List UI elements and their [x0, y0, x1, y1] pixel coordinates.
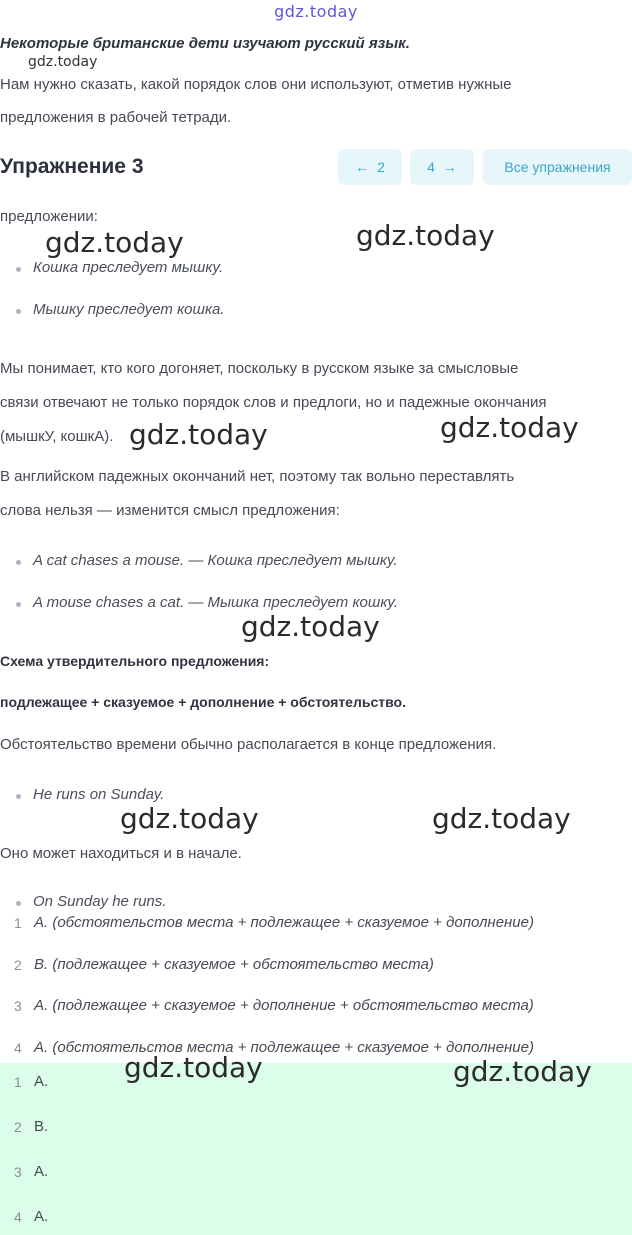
- bullet: [16, 560, 21, 565]
- next-exercise-button[interactable]: [410, 149, 474, 185]
- example-item: A mouse chases a cat. — Мышка преследует кошку.: [33, 594, 399, 611]
- paragraph-3-line-1: В английском падежных окончаний нет, поэтому так вольно переставлять: [0, 468, 515, 485]
- arrow-left-icon: ←: [355, 159, 370, 175]
- answer-number: 4: [14, 1040, 22, 1056]
- answer-number: 2: [14, 1119, 22, 1135]
- scheme-formula: подлежащее + сказуемое + дополнение + обстоятельство.: [0, 694, 406, 710]
- paragraph-2-line-1: Мы понимает, кто кого догоняет, поскольку в русском языке за смысловые: [0, 360, 519, 377]
- prev-exercise-button[interactable]: [338, 149, 402, 185]
- scheme-label: Схема утвердительного предложения:: [0, 653, 270, 669]
- answer-short: A.: [34, 1163, 49, 1180]
- answer-detail: A. (подлежащее + сказуемое + дополнение + обстоятельство места): [34, 997, 534, 1014]
- page-title: Упражнение 3: [0, 155, 144, 178]
- paragraph-2-line-2: связи отвечают не только порядок слов и предлоги, но и падежные окончания: [0, 394, 547, 411]
- answer-number: 3: [14, 998, 22, 1014]
- bullet: [16, 267, 21, 272]
- paragraph-5: Оно может находиться и в начале.: [0, 845, 242, 862]
- watermark: gdz.today: [120, 802, 259, 835]
- clipped-example: [0, 893, 632, 913]
- watermark: gdz.today: [129, 418, 268, 451]
- bullet: [16, 794, 21, 799]
- answer-short: A.: [34, 1073, 49, 1090]
- watermark: gdz.today: [440, 411, 579, 444]
- watermark: gdz.today: [241, 610, 380, 643]
- answer-block: [0, 1063, 632, 1235]
- intro-line-1: Некоторые британские дети изучают русский язык.: [0, 35, 410, 52]
- answer-number: 1: [14, 915, 22, 931]
- answer-short: B.: [34, 1118, 49, 1135]
- paragraph-2-line-3: (мышкУ, кошкА).: [0, 428, 114, 445]
- example-item: He runs on Sunday.: [33, 786, 165, 803]
- next-exercise-label: 4: [427, 159, 435, 175]
- example-item: On Sunday he runs.: [33, 893, 167, 910]
- prev-exercise-label: 2: [377, 159, 385, 175]
- watermark: gdz.today: [453, 1055, 592, 1088]
- paragraph-1: предложении:: [0, 208, 98, 225]
- watermark: gdz.today: [45, 226, 184, 259]
- answer-number: 1: [14, 1074, 22, 1090]
- intro-line-3: предложения в рабочей тетради.: [0, 109, 232, 126]
- site-logo[interactable]: gdz.today: [274, 2, 358, 21]
- all-exercises-button[interactable]: [483, 149, 632, 185]
- arrow-right-icon: →: [442, 159, 457, 175]
- all-exercises-label: Все упражнения: [504, 159, 611, 175]
- answer-detail: A. (обстоятельстов места + подлежащее + сказуемое + дополнение): [34, 1039, 534, 1056]
- watermark: gdz.today: [432, 802, 571, 835]
- watermark: gdz.today: [356, 219, 495, 252]
- answer-detail: A. (обстоятельстов места + подлежащее + сказуемое + дополнение): [34, 914, 534, 931]
- bullet: [16, 901, 21, 906]
- answer-number: 3: [14, 1164, 22, 1180]
- bullet: [16, 309, 21, 314]
- bullet: [16, 602, 21, 607]
- answer-number: 4: [14, 1209, 22, 1225]
- answer-detail: B. (подлежащее + сказуемое + обстоятельство места): [34, 956, 434, 973]
- example-item: A cat chases a mouse. — Кошка преследует мышку.: [33, 552, 398, 569]
- paragraph-3-line-2: слова нельзя — изменится смысл предложения:: [0, 502, 340, 519]
- paragraph-4: Обстоятельство времени обычно располагается в конце предложения.: [0, 736, 497, 753]
- example-item: Кошка преследует мышку.: [33, 259, 224, 276]
- answer-number: 2: [14, 957, 22, 973]
- watermark: gdz.today: [28, 54, 98, 70]
- intro-line-2: Нам нужно сказать, какой порядок слов они используют, отметив нужные: [0, 76, 512, 93]
- answer-short: A.: [34, 1208, 49, 1225]
- watermark: gdz.today: [124, 1051, 263, 1084]
- example-item: Мышку преследует кошка.: [33, 301, 225, 318]
